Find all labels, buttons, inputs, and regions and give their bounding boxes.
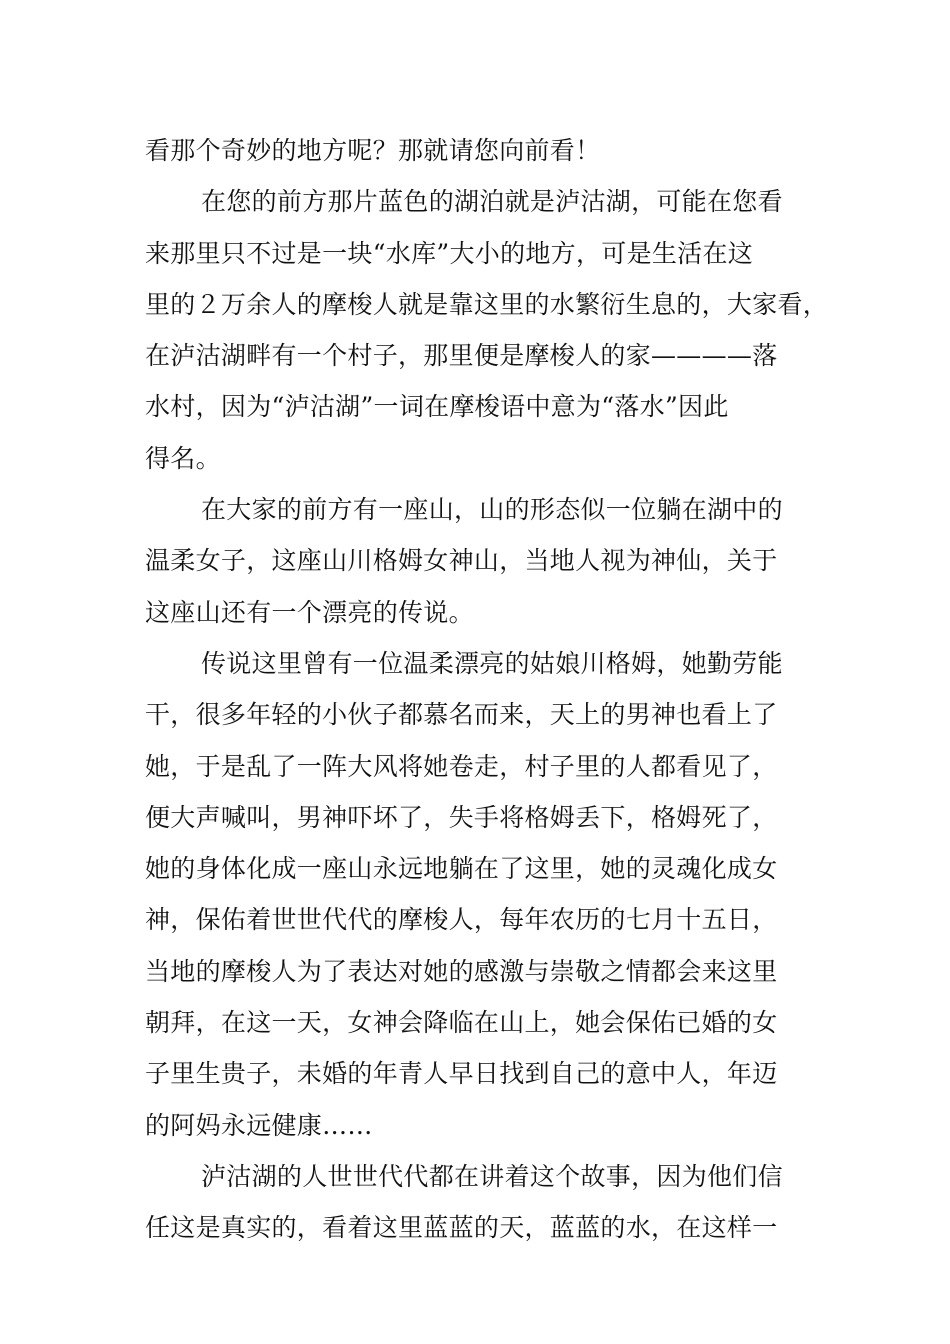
text-line: 水村，因为“泸沽湖”一词在摩梭语中意为“落水”因此 (145, 392, 729, 422)
paragraph-legend (145, 638, 810, 1151)
paragraph-lugu-lake (145, 176, 829, 484)
text-line: 她的身体化成一座山永远地躺在了这里，她的灵魂化成女 (145, 854, 778, 884)
text-line: 看那个奇妙的地方呢？那就请您向前看！ (145, 136, 601, 165)
body-text (145, 125, 829, 1254)
text-line: 传说这里曾有一位温柔漂亮的姑娘川格姆，她勤劳能 (201, 648, 783, 678)
text-line: 来那里只不过是一块“水库”大小的地方，可是生活在这 (145, 238, 754, 268)
text-line: 她，于是乱了一阵大风将她卷走，村子里的人都看见了， (145, 751, 778, 781)
text-line: 在大家的前方有一座山，山的形态似一位躺在湖中的 (201, 495, 783, 525)
text-line: 得名。 (145, 443, 221, 473)
text-line: 泸沽湖的人世世代代都在讲着这个故事，因为他们信 (201, 1161, 783, 1191)
text-line: 任这是真实的，看着这里蓝蓝的天，蓝蓝的水，在这样一 (145, 1213, 778, 1243)
text-line: 温柔女子，这座山川格姆女神山，当地人视为神仙，关于 (145, 546, 778, 576)
paragraph-story-belief (145, 1151, 810, 1254)
text-line: 朝拜，在这一天，女神会降临在山上，她会保佑已婚的女 (145, 1008, 778, 1038)
text-line: 里的２万余人的摩梭人就是靠这里的水繁衍生息的，大家看， (145, 289, 829, 319)
paragraph-mountain (145, 484, 810, 638)
text-line: 在泸沽湖畔有一个村子，那里便是摩梭人的家————落 (145, 341, 778, 371)
text-line: 这座山还有一个漂亮的传说。 (145, 597, 474, 627)
paragraph-continuation (145, 125, 810, 176)
text-line: 便大声喊叫，男神吓坏了，失手将格姆丢下，格姆死了， (145, 802, 778, 832)
text-line: 当地的摩梭人为了表达对她的感激与崇敬之情都会来这里 (145, 956, 778, 986)
text-line: 神，保佑着世世代代的摩梭人，每年农历的七月十五日， (145, 905, 778, 935)
text-line: 在您的前方那片蓝色的湖泊就是泸沽湖，可能在您看 (201, 187, 783, 217)
text-line: 干，很多年轻的小伙子都慕名而来，天上的男神也看上了 (145, 700, 778, 730)
text-line: 子里生贵子，未婚的年青人早日找到自己的意中人，年迈 (145, 1059, 778, 1089)
text-line: 的阿妈永远健康…… (145, 1110, 373, 1140)
